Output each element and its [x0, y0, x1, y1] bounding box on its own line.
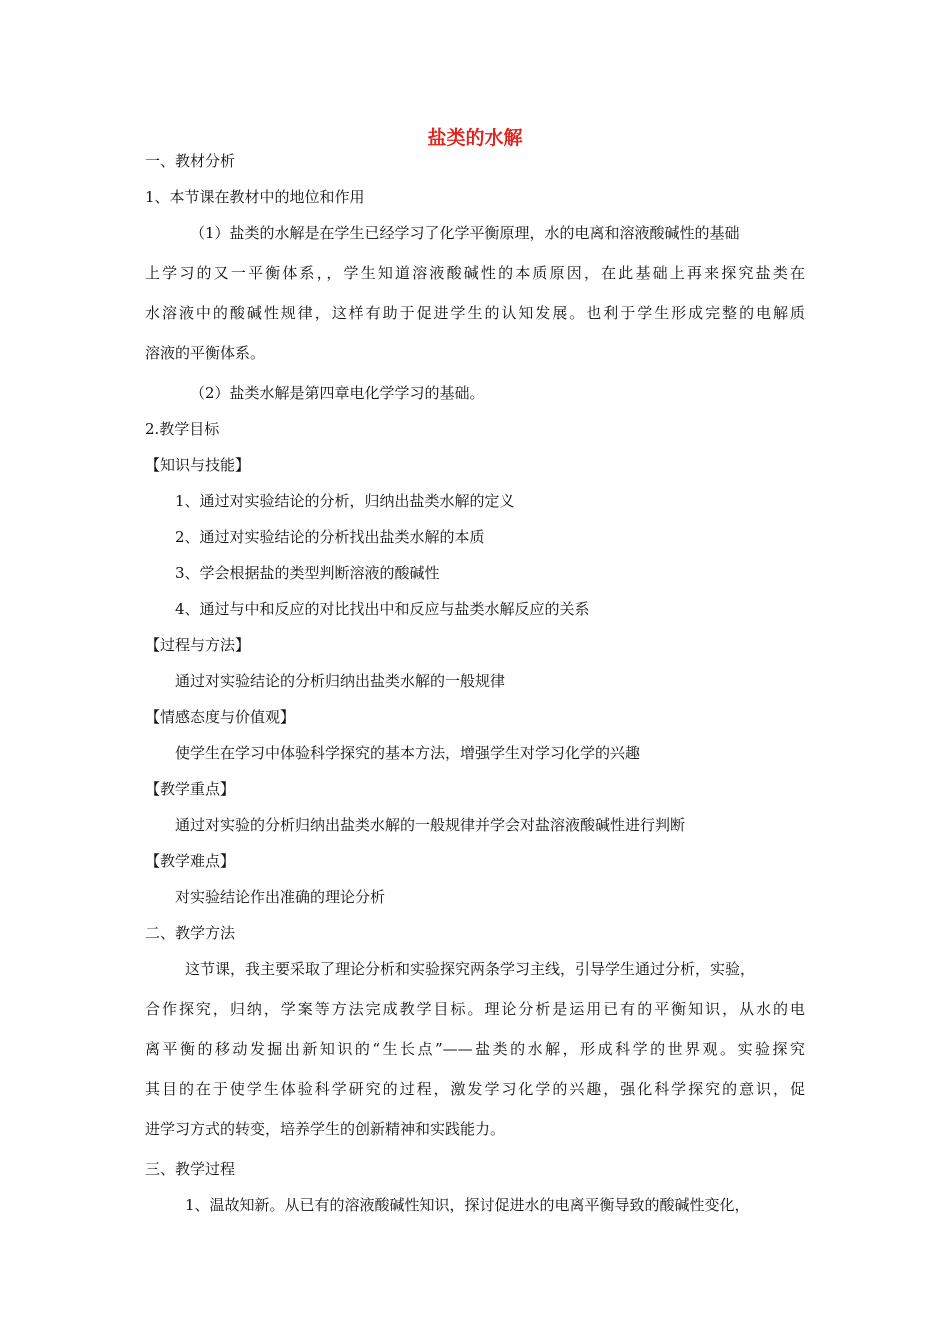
- section-heading-2: 二、教学方法: [145, 924, 236, 942]
- document-title: 盐类的水解: [427, 127, 523, 149]
- paragraph-line: 其目的在于使学生体验科学研究的过程，激发学习化学的兴趣，强化科学探究的意识，促: [145, 1080, 805, 1098]
- bracket-heading: 【情感态度与价值观】: [145, 708, 296, 726]
- paragraph-line: 水溶液中的酸碱性规律，这样有助于促进学生的认知发展。也利于学生形成完整的电解质: [145, 304, 805, 322]
- paragraph-line: 这节课，我主要采取了理论分析和实验探究两条学习主线，引导学生通过分析，实验，: [185, 960, 756, 978]
- body-text: 对实验结论作出准确的理论分析: [175, 888, 386, 906]
- list-item: 1、通过对实验结论的分析，归纳出盐类水解的定义: [175, 492, 515, 510]
- list-item: 3、学会根据盐的类型判断溶液的酸碱性: [175, 564, 440, 582]
- subsection-heading: 1、本节课在教材中的地位和作用: [145, 188, 365, 206]
- subsection-heading: 2.教学目标: [145, 420, 220, 438]
- paragraph-line: 1、温故知新。从已有的溶液酸碱性知识，探讨促进水的电离平衡导致的酸碱性变化，: [185, 1196, 750, 1214]
- bracket-heading: 【知识与技能】: [145, 456, 251, 474]
- section-heading-3: 三、教学过程: [145, 1160, 236, 1178]
- list-item: 2、通过对实验结论的分析找出盐类水解的本质: [175, 528, 485, 546]
- bracket-heading: 【过程与方法】: [145, 636, 251, 654]
- paragraph-line: 离平衡的移动发掘出新知识的“生长点”——盐类的水解，形成科学的世界观。实验探究: [145, 1040, 805, 1058]
- section-heading-1: 一、教材分析: [145, 152, 236, 170]
- paragraph-line: 上学习的又一平衡体系，，学生知道溶液酸碱性的本质原因，在此基础上再来探究盐类在: [145, 264, 805, 282]
- body-text: 通过对实验的分析归纳出盐类水解的一般规律并学会对盐溶液酸碱性进行判断: [175, 816, 686, 834]
- paragraph-line: 溶液的平衡体系。: [145, 344, 266, 362]
- paragraph-line: （1）盐类的水解是在学生已经学习了化学平衡原理，水的电离和溶液酸碱性的基础: [190, 224, 740, 242]
- body-text: 使学生在学习中体验科学探究的基本方法，增强学生对学习化学的兴趣: [175, 744, 641, 762]
- paragraph-line: （2）盐类水解是第四章电化学学习的基础。: [190, 384, 485, 402]
- paragraph-line: 进学习方式的转变，培养学生的创新精神和实践能力。: [145, 1120, 506, 1138]
- list-item: 4、通过与中和反应的对比找出中和反应与盐类水解反应的关系: [175, 600, 590, 618]
- paragraph-line: 合作探究，归纳，学案等方法完成教学目标。理论分析是运用已有的平衡知识，从水的电: [145, 1000, 805, 1018]
- body-text: 通过对实验结论的分析归纳出盐类水解的一般规律: [175, 672, 506, 690]
- bracket-heading: 【教学重点】: [145, 780, 236, 798]
- bracket-heading: 【教学难点】: [145, 852, 236, 870]
